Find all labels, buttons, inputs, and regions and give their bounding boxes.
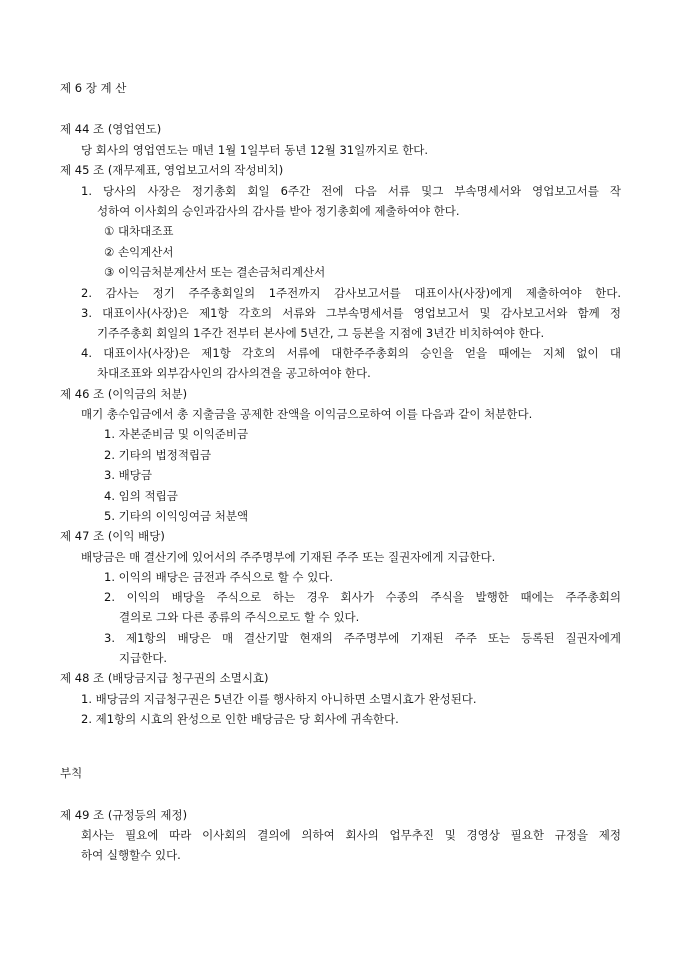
list-item-continuation: 지급한다. <box>119 651 168 665</box>
article-heading: 제 49 조 (규정등의 제정) <box>60 808 188 822</box>
chapter-title: 제 6 장 계 산 <box>60 81 127 95</box>
list-item: 5. 기타의 이익잉여금 처분액 <box>104 509 249 523</box>
article-paragraph: 회사는 필요에 따라 이사회의 결의에 의하여 회사의 업무추진 및 경영상 필요한 규정을 제정 <box>81 828 621 842</box>
list-item: 2. 이익의 배당을 주식으로 하는 경우 회사가 수종의 주식을 발행한 때에는 주주총회의 <box>104 590 621 604</box>
article-paragraph: 매기 총수입금에서 총 지출금을 공제한 잔액을 이익금으로하여 이를 다음과 같이 처분한다. <box>81 407 533 421</box>
list-item-continuation: 기주주총회 회일의 1주간 전부터 본사에 5년간, 그 등본을 지점에 3년간 비치하여야 한다. <box>97 326 545 340</box>
supplementary-title: 부칙 <box>60 766 83 780</box>
list-item: 2. 감사는 정기 주주총회일의 1주전까지 감사보고서를 대표이사(사장)에게 제출하여야 한다. <box>81 286 621 300</box>
list-item: 4. 임의 적립금 <box>104 489 178 503</box>
sub-list-item: ② 손익계산서 <box>104 245 174 259</box>
list-item: 2. 제1항의 시효의 완성으로 인한 배당금은 당 회사에 귀속한다. <box>81 712 399 726</box>
article-heading: 제 47 조 (이익 배당) <box>60 529 165 543</box>
article-heading: 제 44 조 (영업연도) <box>60 122 162 136</box>
sub-list-item: ③ 이익금처분계산서 또는 결손금처리계산서 <box>104 265 326 279</box>
list-item: 1. 당사의 사장은 정기총회 회일 6주간 전에 다음 서류 및그 부속명세서와 영업보고서를 작 <box>81 184 621 198</box>
list-item-continuation: 결의로 그와 다른 종류의 주식으로도 할 수 있다. <box>119 610 360 624</box>
list-item: 1. 배당금의 지급청구권은 5년간 이를 행사하지 아니하면 소멸시효가 완성된다. <box>81 692 477 706</box>
article-heading: 제 48 조 (배당금지급 청구권의 소멸시효) <box>60 671 269 685</box>
article-heading: 제 45 조 (재무제표, 영업보고서의 작성비치) <box>60 163 284 177</box>
list-item: 1. 자본준비금 및 이익준비금 <box>104 427 249 441</box>
list-item: 4. 대표이사(사장)은 제1항 각호의 서류에 대한주주총회의 승인을 얻을 때에는 지체 없이 대 <box>81 346 621 360</box>
list-item-continuation: 성하여 이사회의 승인과감사의 감사를 받아 정기총회에 제출하여야 한다. <box>97 204 460 218</box>
sub-list-item: ① 대차대조표 <box>104 224 174 238</box>
article-paragraph: 당 회사의 영업연도는 매년 1월 1일부터 동년 12월 31일까지로 한다. <box>81 143 429 157</box>
list-item: 3. 배당금 <box>104 468 152 482</box>
article-paragraph-continuation: 하여 실행할수 있다. <box>81 848 181 862</box>
list-item: 1. 이익의 배당은 금전과 주식으로 할 수 있다. <box>104 570 334 584</box>
list-item-continuation: 차대조표와 외부감사인의 감사의견을 공고하여야 한다. <box>97 366 371 380</box>
article-paragraph: 배당금은 매 결산기에 있어서의 주주명부에 기재된 주주 또는 질권자에게 지급한다. <box>81 550 496 564</box>
list-item: 3. 대표이사(사장)은 제1항 각호의 서류와 그부속명세서를 영업보고서 및 감사보고서와 함께 정 <box>81 306 621 320</box>
list-item: 3. 제1항의 배당은 매 결산기말 현재의 주주명부에 기재된 주주 또는 등록된 질권자에게 <box>104 631 621 645</box>
article-heading: 제 46 조 (이익금의 처분) <box>60 387 188 401</box>
list-item: 2. 기타의 법정적립금 <box>104 448 212 462</box>
